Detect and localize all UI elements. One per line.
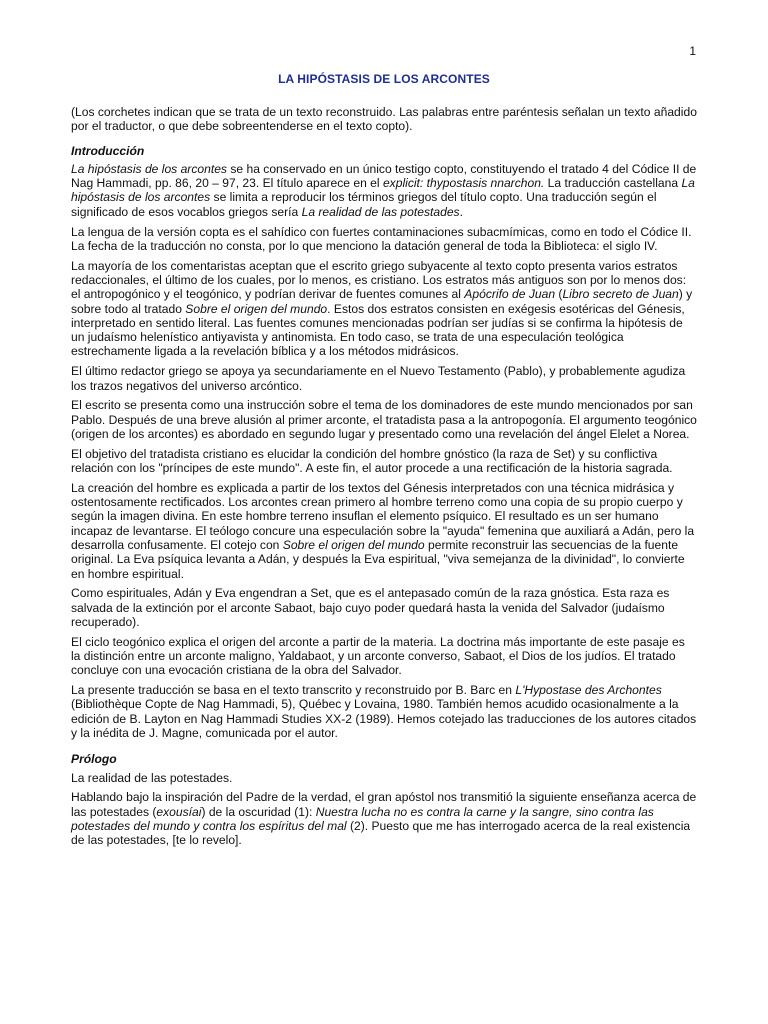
section-heading: Prólogo <box>71 752 117 767</box>
body-paragraph <box>71 586 697 629</box>
italic-text-run: explicit: thypostasis nnarchon. <box>382 176 545 191</box>
text-run: permite reconstruir las secuencias de la fuente original. La Eva psíquica levanta a Adán, y después la Eva espiritual, "viva semejanza de la divinidad", lo convierte en hombre espiritual. <box>71 538 685 581</box>
italic-text-run: Apócrifo de Juan <box>464 287 556 302</box>
italic-text-run: Nuestra lucha no es contra la carne y la sangre, sino contra las potestades del mundo y contra los espíritus del mal <box>71 804 654 834</box>
text-run: La mayoría de los comentaristas aceptan que el escrito griego subyacente al texto copto presenta varios estratos redaccionales, el último de los cuales, por lo menos, es cristiano. Los estratos más antiguos son por lo menos dos: el antropogónico y el teogónico, y podrían derivar de fuentes comunes al <box>71 258 687 302</box>
text-run: Hablando bajo la inspiración del Padre de la verdad, el gran apóstol nos transmitió la siguiente enseñanza acerca de las potestades ( <box>71 790 697 819</box>
body-paragraph <box>71 162 697 219</box>
text-run: (Bibliothèque Copte de Nag Hammadi, 5), Québec y Lovaina, 1980. También hemos acudido ocasionalmente a la edición de B. Layton en Nag Hammadi Studies XX-2 (1989). Hemos cotejado las traducciones de los autores citados y la inédita de J. Magne, comunicada por el autor. <box>71 697 697 741</box>
body-paragraph <box>71 364 697 393</box>
text-run: La presente traducción se basa en el texto transcrito y reconstruido por B. Barc en <box>71 683 516 698</box>
text-run: . <box>459 204 463 219</box>
text-run: (2). Puesto que me has interrogado acerca de la real existencia de las potestades, [te lo revelo]. <box>71 819 691 848</box>
body-paragraph <box>71 398 697 441</box>
text-run: El objetivo del tratadista cristiano es elucidar la condición del hombre gnóstico (la raza de Set) y su conflictiva relación con los "príncipes de este mundo". A este fin, el autor procede a una rectificación de la historia sagrada. <box>71 446 673 476</box>
text-run: El ciclo teogónico explica el origen del arconte a partir de la materia. La doctrina más importante de este pasaje es la distinción entre un arconte maligno, Yaldabaot, y un arconte converso, Sabaot, el Dios de los judíos. El tratado concluye con una evocación cristiana de la obra del Salvador. <box>71 634 685 678</box>
body-paragraph <box>71 481 697 581</box>
text-run: . Estos dos estratos consisten en exégesis esotéricas del Génesis, interpretado en sentido literal. Las fuentes comunes mencionadas podrían ser judías si se confirma la hipótesis de un judaísmo helenístico antiyavista y antinomista. En todo caso, se trata de una especulación teológica estrechamente ligada a la revelación bíblica y a los métodos midrásicos. <box>71 301 685 359</box>
sections-container <box>71 144 697 848</box>
text-run: La creación del hombre es explicada a partir de los textos del Génesis interpretados con una técnica midrásica y ostentosamente rectificados. Los arcontes crean primero al hombre terreno como una copia de su propio cuerpo y según la imagen divina. En este hombre terreno insuflan el elemento psíquico. El resultado es un ser humano incapaz de levantarse. El teólogo concure una especulación sobre la "ayuda" femenina que auxiliará a Adán, pero la desarrolla confusamente. El cotejo con <box>71 480 695 553</box>
text-run: El escrito se presenta como una instrucción sobre el tema de los dominadores de este mundo mencionados por san Pablo. Después de una breve alusión al primer arconte, el tratadista pasa a la antropogonía. El argumento teogónico (origen de los arcontes) es abordado en segundo lugar y presentado como una revelación del ángel Elelet a Norea. <box>71 398 697 441</box>
text-run: La traducción castellana <box>544 176 682 191</box>
document-body <box>71 105 697 853</box>
italic-text-run: La realidad de las potestades <box>301 204 460 219</box>
body-paragraph <box>71 635 697 678</box>
body-paragraph <box>71 225 697 254</box>
section-heading: Introducción <box>71 143 145 158</box>
italic-text-run: L'Hypostase des Archontes <box>515 683 662 698</box>
italic-text-run: Sobre el origen del mundo <box>185 301 328 316</box>
italic-text-run: Sobre el origen del mundo <box>282 538 425 553</box>
italic-text-run: La hipóstasis de los arcontes <box>71 161 227 176</box>
text-run: La realidad de las potestades. <box>71 770 233 785</box>
text-run: ) y sobre todo al tratado <box>71 287 693 316</box>
body-paragraph <box>71 447 697 476</box>
text-run: ( <box>555 287 563 302</box>
body-paragraph <box>71 683 697 740</box>
italic-text-run: La hipóstasis de los arcontes <box>71 176 695 205</box>
italic-text-run: Libro secreto de Juan <box>562 287 679 302</box>
document-title: LA HIPÓSTASIS DE LOS ARCONTES <box>278 72 490 86</box>
body-paragraph <box>71 790 697 847</box>
page-number: 1 <box>689 44 696 58</box>
body-paragraph <box>71 771 697 785</box>
text-run: ) de la oscuridad (1): <box>201 804 316 819</box>
text-run: La lengua de la versión copta es el sahídico con fuertes contaminaciones subacmímicas, como en todo el Códice II. La fecha de la traducción no consta, por lo que menciono la datación general de toda la Biblioteca: el siglo IV. <box>71 224 692 253</box>
text-run: Como espirituales, Adán y Eva engendran a Set, que es el antepasado común de la raza gnóstica. Esta raza es salvada de la extinción por el arconte Sabaot, bajo cuyo poder quedará hasta la venida del Salvador (judaísmo recuperado). <box>71 586 670 629</box>
body-paragraph <box>71 259 697 359</box>
text-run: se ha conservado en un único testigo copto, constituyendo el tratado 4 del Códice II de Nag Hammadi, pp. 86, 20 – 97, 23. El título aparece en el <box>71 161 697 191</box>
text-run: El último redactor griego se apoya ya secundariamente en el Nuevo Testamento (Pablo), y probablemente agudiza los trazos negativos del universo arcóntico. <box>71 364 686 393</box>
translator-note: (Los corchetes indican que se trata de un texto reconstruido. Las palabras entre paréntesis señalan un texto añadido por el traductor, o que debe sobreentenderse en el texto copto). <box>71 105 697 134</box>
text-run: se limita a reproducir los términos griegos del título copto. Una traducción según el significado de esos vocablos griegos sería <box>71 190 657 219</box>
italic-text-run: exousíai <box>156 804 202 819</box>
